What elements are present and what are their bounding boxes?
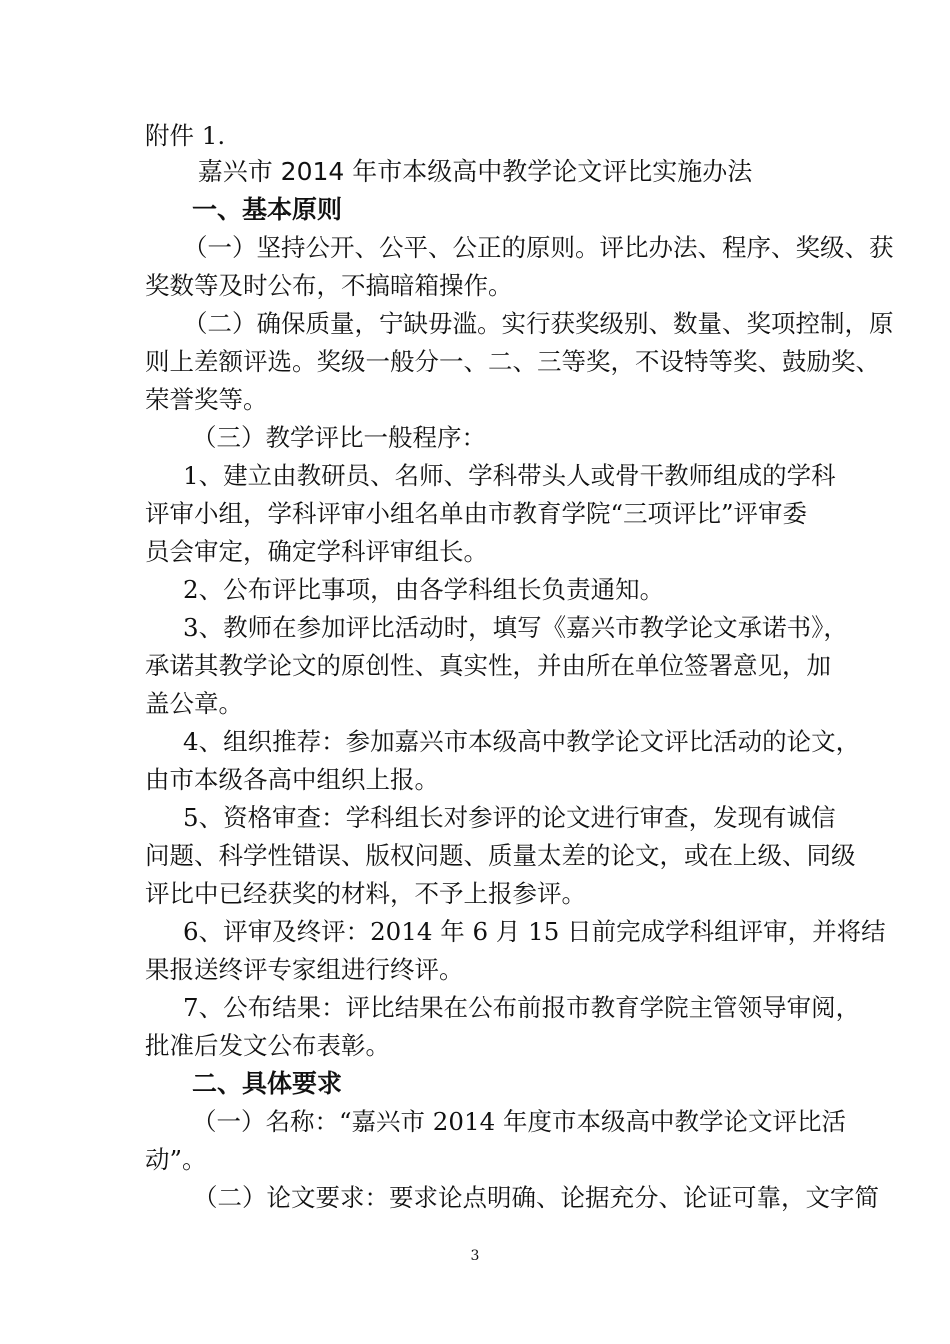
paragraph-line: （二）论文要求：要求论点明确、论据充分、论证可靠，文字简	[193, 1183, 879, 1212]
paragraph-line: 盖公章。	[145, 689, 243, 718]
paragraph-line: （一）坚持公开、公平、公正的原则。评比办法、程序、奖级、获	[183, 233, 894, 262]
paragraph-line: 4、组织推荐：参加嘉兴市本级高中教学论文评比活动的论文，	[183, 727, 861, 756]
paragraph-line: （一）名称：“嘉兴市 2014 年度市本级高中教学论文评比活	[192, 1107, 846, 1136]
section-heading-basic-principles: 一、基本原则	[192, 195, 343, 224]
paragraph-line: 动”。	[145, 1145, 207, 1174]
paragraph-line: 荣誉奖等。	[145, 385, 268, 414]
paragraph-line: 问题、科学性错误、版权问题、质量太差的论文，或在上级、同级	[145, 841, 856, 870]
section-heading-specific-requirements: 二、具体要求	[192, 1069, 343, 1098]
document-title: 嘉兴市 2014 年市本级高中教学论文评比实施办法	[197, 157, 753, 186]
paragraph-line: 承诺其教学论文的原创性、真实性，并由所在单位签署意见，加	[145, 651, 831, 680]
paragraph-line: 则上差额评选。奖级一般分一、二、三等奖，不设特等奖、鼓励奖、	[145, 347, 880, 376]
paragraph-line: 评比中已经获奖的材料，不予上报参评。	[145, 879, 586, 908]
paragraph-line: 员会审定，确定学科评审组长。	[145, 537, 488, 566]
paragraph-line: 3、教师在参加评比活动时，填写《嘉兴市教学论文承诺书》，	[183, 613, 848, 642]
paragraph-line: 由市本级各高中组织上报。	[145, 765, 439, 794]
paragraph-line: 奖数等及时公布，不搞暗箱操作。	[145, 271, 513, 300]
paragraph-line: 6、评审及终评：2014 年 6 月 15 日前完成学科组评审，并将结	[183, 917, 886, 946]
paragraph-line: 评审小组，学科评审小组名单由市教育学院“三项评比”评审委	[145, 499, 808, 528]
paragraph-line: 果报送终评专家组进行终评。	[145, 955, 464, 984]
paragraph-line: 5、资格审查：学科组长对参评的论文进行审查，发现有诚信	[183, 803, 836, 832]
page-number: 3	[470, 1248, 480, 1264]
paragraph-line: 7、公布结果：评比结果在公布前报市教育学院主管领导审阅，	[183, 993, 861, 1022]
paragraph-line: 2、公布评比事项，由各学科组长负责通知。	[183, 575, 665, 604]
paragraph-line: 批准后发文公布表彰。	[145, 1031, 390, 1060]
paragraph-line: （二）确保质量，宁缺毋滥。实行获奖级别、数量、奖项控制，原	[183, 309, 894, 338]
attachment-label: 附件 1.	[145, 121, 226, 150]
paragraph-line: （三）教学评比一般程序：	[192, 423, 486, 452]
paragraph-line: 1、建立由教研员、名师、学科带头人或骨干教师组成的学科	[183, 461, 836, 490]
